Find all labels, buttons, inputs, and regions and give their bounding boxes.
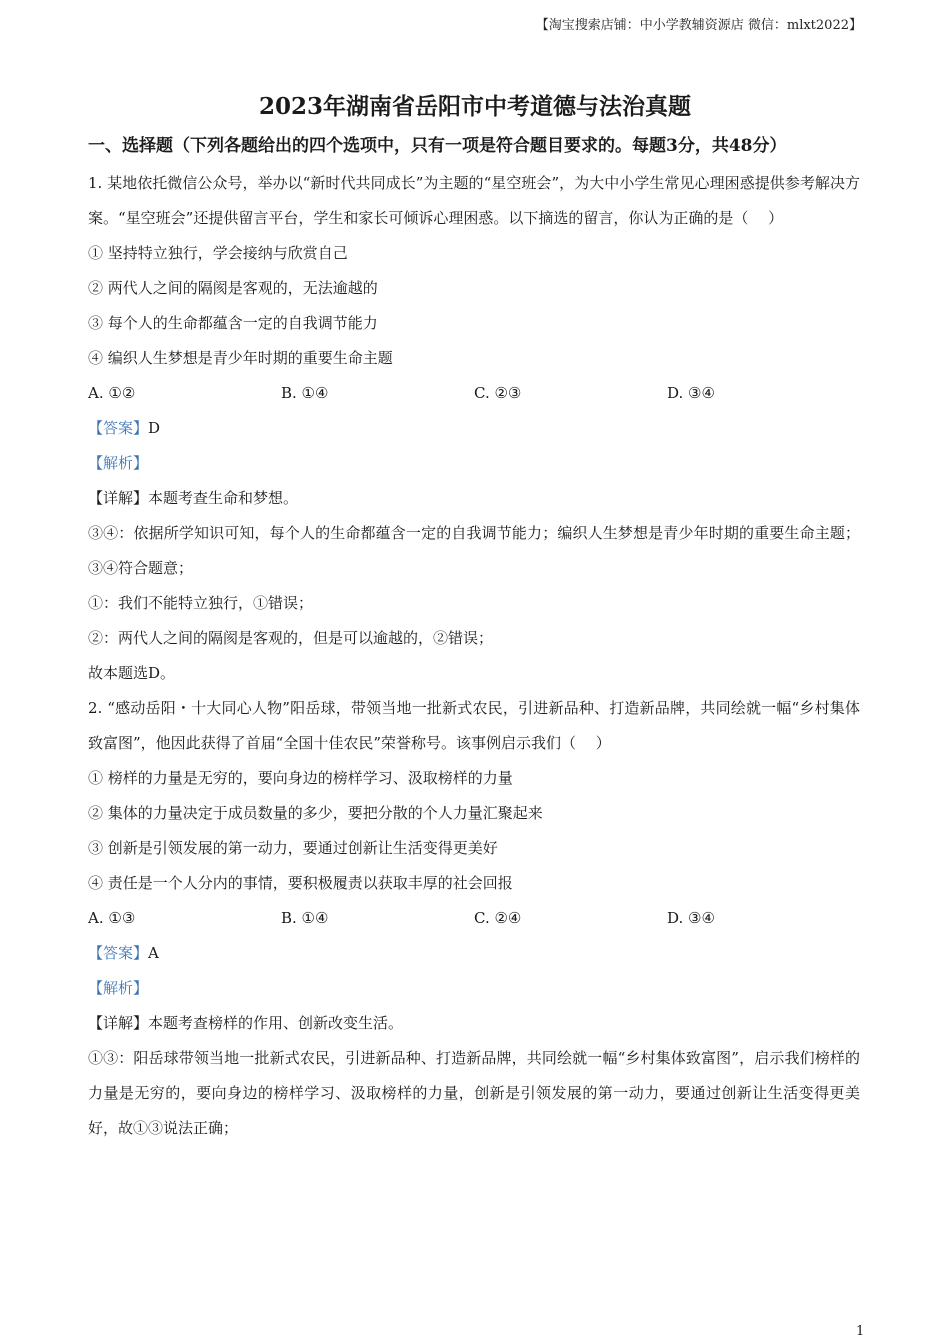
option-d: D. ③④ <box>667 909 715 927</box>
explanation-text: ③④：依据所学知识可知，每个人的生命都蕴含一定的自我调节能力；编织人生梦想是青少年时期的重要生命主题；③④符合题意； <box>88 524 860 577</box>
detail-tag: 【详解】 <box>88 489 149 507</box>
explanation-text: ①：我们不能特立独行，①错误； <box>88 594 314 612</box>
detail-text: 本题考查生命和梦想。 <box>148 489 299 507</box>
statement-item: ④ 编织人生梦想是青少年时期的重要生命主题 <box>88 349 393 367</box>
answer-value: A <box>148 944 159 962</box>
option-b: B. ①④ <box>281 384 329 402</box>
answer-options <box>88 901 860 936</box>
detail-line <box>88 1006 860 1041</box>
statement-item: ③ 创新是引领发展的第一动力，要通过创新让生活变得更美好 <box>88 839 498 857</box>
answer-tag: 【答案】 <box>88 944 149 962</box>
document-body <box>88 132 860 1146</box>
page-number: 1 <box>856 1324 865 1339</box>
question-1 <box>88 166 860 691</box>
statement-item: ① 坚持特立独行，学会接纳与欣赏自己 <box>88 244 348 262</box>
detail-tag: 【详解】 <box>88 1014 149 1032</box>
section-heading: 一、选择题（下列各题给出的四个选项中，只有一项是符合题目要求的。每题3分，共48分） <box>88 136 787 156</box>
analysis-tag: 【解析】 <box>88 979 149 997</box>
option-a: A. ①② <box>88 384 136 402</box>
question-2 <box>88 691 860 1146</box>
statement-item: ① 榜样的力量是无穷的，要向身边的榜样学习、汲取榜样的力量 <box>88 769 513 787</box>
explanation-text: ①③：阳岳球带领当地一批新式农民，引进新品种、打造新品牌，共同绘就一幅“乡村集体致富图”，启示我们榜样的力量是无穷的，要向身边的榜样学习、汲取榜样的力量，创新是引领发展的第一动力，要通过创新让生活变得更美好，故①③说法正确； <box>88 1049 860 1137</box>
option-b: B. ①④ <box>281 909 329 927</box>
header-note: 【淘宝搜索店铺：中小学教辅资源店 微信：mlxt2022】 <box>535 18 862 33</box>
answer-line <box>88 936 860 971</box>
detail-text: 本题考查榜样的作用、创新改变生活。 <box>148 1014 404 1032</box>
analysis-tag: 【解析】 <box>88 454 149 472</box>
question-stem: 2. “感动岳阳・十大同心人物”阳岳球，带领当地一批新式农民，引进新品种、打造新品牌，共同绘就一幅“乡村集体致富图”，他因此获得了首届“全国十佳农民”荣誉称号。该事例启示我们（ ） <box>88 699 860 752</box>
statement-item: ④ 责任是一个人分内的事情，要积极履责以获取丰厚的社会回报 <box>88 874 513 892</box>
option-a: A. ①③ <box>88 909 136 927</box>
statement-item: ② 两代人之间的隔阂是客观的，无法逾越的 <box>88 279 378 297</box>
answer-value: D <box>148 419 161 437</box>
analysis-line <box>88 446 860 481</box>
option-c: C. ②③ <box>474 384 522 402</box>
question-stem: 1. 某地依托微信公众号，举办以“新时代共同成长”为主题的“星空班会”，为大中小学生常见心理困惑提供参考解决方案。“星空班会”还提供留言平台，学生和家长可倾诉心理困惑。以下摘选的留言，你认为正确的是（ ） <box>88 174 860 227</box>
option-c: C. ②④ <box>474 909 522 927</box>
answer-line <box>88 411 860 446</box>
statement-item: ③ 每个人的生命都蕴含一定的自我调节能力 <box>88 314 378 332</box>
analysis-line <box>88 971 860 1006</box>
detail-line <box>88 481 860 516</box>
explanation-text: 故本题选D。 <box>88 664 176 682</box>
explanation-text: ②：两代人之间的隔阂是客观的，但是可以逾越的，②错误； <box>88 629 494 647</box>
answer-options <box>88 376 860 411</box>
page-title: 2023年湖南省岳阳市中考道德与法治真题 <box>258 93 691 120</box>
statement-item: ② 集体的力量决定于成员数量的多少，要把分散的个人力量汇聚起来 <box>88 804 543 822</box>
option-d: D. ③④ <box>667 384 715 402</box>
answer-tag: 【答案】 <box>88 419 149 437</box>
